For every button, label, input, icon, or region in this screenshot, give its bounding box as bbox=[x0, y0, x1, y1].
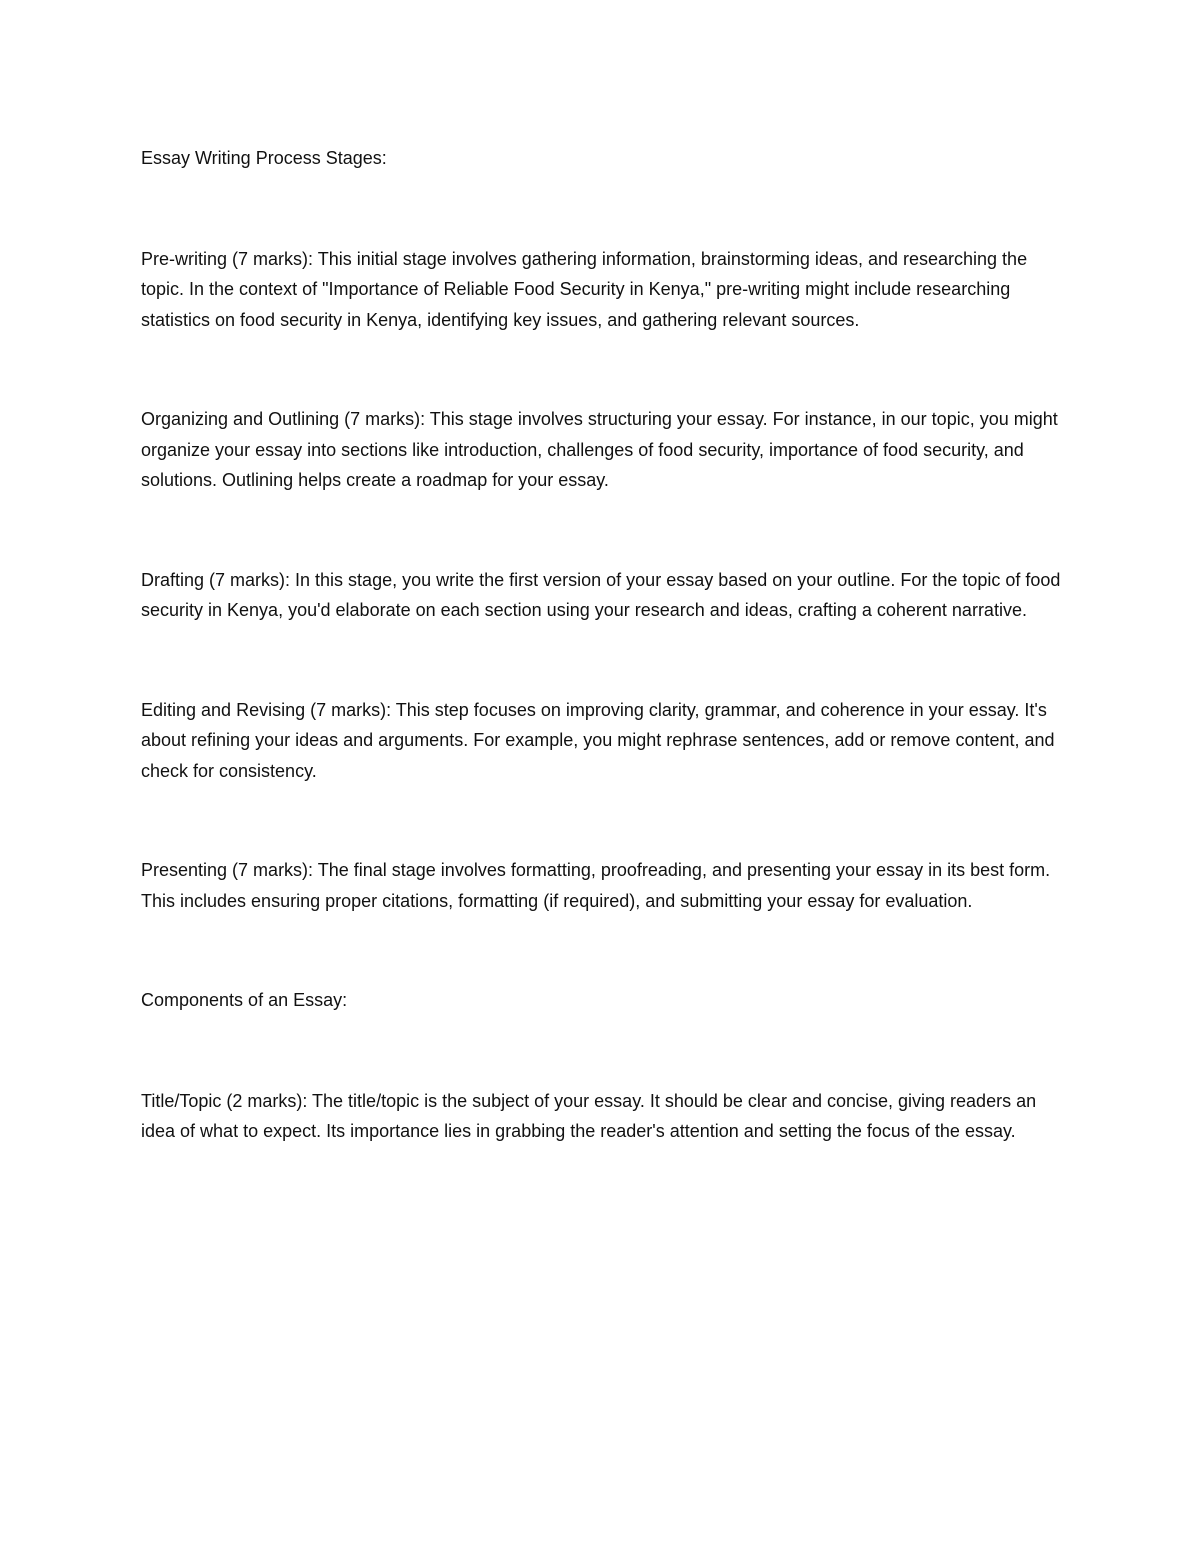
paragraph-organizing-outlining: Organizing and Outlining (7 marks): This stage involves structuring your essay. For instance, in our topic, you might organize your essay into sections like introduction, challenges of food security, importance of food security, and solutions. Outlining helps create a roadmap for your essay. bbox=[141, 409, 1058, 490]
spacer bbox=[141, 1016, 1066, 1086]
paragraph-editing-revising: Editing and Revising (7 marks): This step focuses on improving clarity, grammar, and coherence in your essay. It's about refining your ideas and arguments. For example, you might rephrase sentences, add or remove content, and check for consistency. bbox=[141, 699, 1055, 781]
paragraph-presenting: Presenting (7 marks): The final stage involves formatting, proofreading, and presenting your essay in its best form. This includes ensuring proper citations, formatting (if required), and submitting your essay for evaluation. bbox=[141, 860, 1051, 911]
spacer bbox=[141, 496, 1066, 565]
spacer bbox=[141, 626, 1066, 695]
spacer bbox=[141, 916, 1066, 985]
document-body bbox=[141, 143, 1066, 1147]
paragraph-title-topic: Title/Topic (2 marks): The title/topic is the subject of your essay. It should be clear and concise, giving readers an idea of what to expect. Its importance lies in grabbing the reader's attention and setting the focus of the essay. bbox=[141, 1090, 1037, 1141]
section-heading-writing-process: Essay Writing Process Stages: bbox=[141, 148, 387, 168]
spacer bbox=[141, 335, 1066, 404]
spacer bbox=[141, 174, 1066, 244]
spacer bbox=[141, 786, 1066, 855]
paragraph-drafting: Drafting (7 marks): In this stage, you write the first version of your essay based on your outline. For the topic of food security in Kenya, you'd elaborate on each section using your research and ideas, crafting a coherent narrative. bbox=[141, 569, 1061, 620]
section-heading-components: Components of an Essay: bbox=[141, 990, 348, 1010]
paragraph-pre-writing: Pre-writing (7 marks): This initial stage involves gathering information, brainstorming ideas, and researching the topic. In the context of "Importance of Reliable Food Security in Kenya," pre-writing might include researching statistics on food security in Kenya, identifying key issues, and gathering relevant sources. bbox=[141, 248, 1028, 330]
